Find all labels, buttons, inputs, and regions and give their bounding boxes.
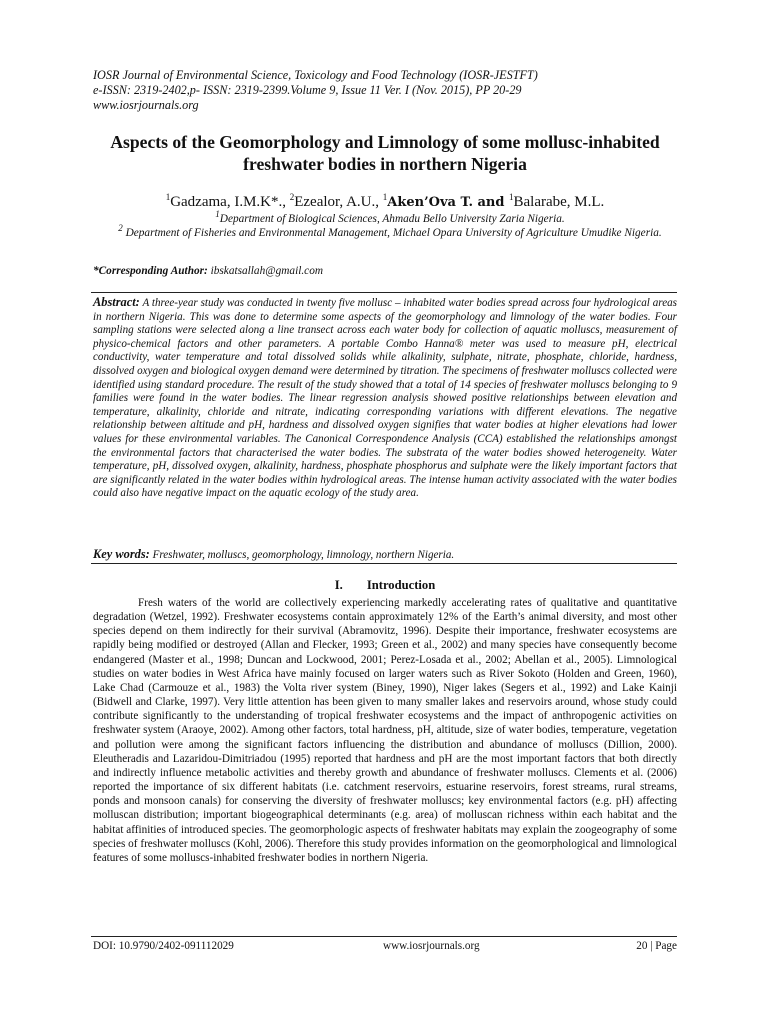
author-name: Ezealor, A.U., [294,194,383,210]
abstract-text: A three-year study was conducted in twenty five mollusc – inhabited water bodies spread across four hydrological areas in northern Nigeria. This was done to determine some aspects of the geomorphology and limnology of the water bodies. Four sampling stations were selected along a line transect across each water body for collection of aquatic molluscs, measurement of physico-chemical factors and other parameters. A portable Combo Hanna® meter was used to measure pH, electrical conductivity, water temperature and total dissolved solids while alkalinity, sulphate, nitrate, phosphate, chloride, hardness, dissolved oxygen and biological oxygen demand were determined by titration. The specimens of freshwater molluscs collected were identified using standard procedure. The result of the study showed that a total of 14 species of freshwater molluscs belonging to 9 families were found in the water bodies. The linear regression analysis showed positive relationships between elevation and temperature, alkalinity, chloride and nitrate, indicating corresponding variations with different elevations. The negative relationship between altitude and pH, hardness and dissolved oxygen signifies that water bodies at higher elevations had lower values for these environmental variables. The Canonical Correspondence Analysis (CCA) established the relationships amongst the environmental factors that characterised the water bodies. The substrata of the water bodies showed heterogeneity. Water temperature, pH, dissolved oxygen, alkalinity, hardness, phosphate phosphorus and sulphate were the likely important factors that are significantly related in the water bodies within hydrological areas. The intense human activity associated with the water bodies could also have negative impact on the aquatic ecology of the study area. [93,297,677,500]
author-affil-mark: 1 [165,192,171,202]
corresponding-email: ibskatsallah@gmail.com [207,265,323,277]
abstract [93,296,677,501]
author-name: Gadzama, I.M.K*., [170,194,290,210]
keywords-label: Key words: [93,547,150,561]
footer-website: www.iosrjournals.org [383,940,480,952]
author-affil-mark: 1 [382,192,388,202]
section-heading [90,578,680,593]
affiliation-mark: 2 [118,223,123,233]
keywords [93,547,677,562]
author-name: Aken’Ova T. and [387,195,509,210]
affiliation-mark: 1 [215,209,220,219]
affiliation-2 [110,222,670,240]
paper-title: Aspects of the Geomorphology and Limnology of some mollusc-inhabited freshwater bodies in northern Nigeria [110,132,660,174]
journal-issn: e-ISSN: 2319-2402,p- ISSN: 2319-2399.Volume 9, Issue 11 Ver. I (Nov. 2015), PP 20-29 [93,83,522,97]
footer-rule [91,936,677,937]
abstract-label: Abstract: [93,295,140,309]
introduction-paragraph: Fresh waters of the world are collectively experiencing markedly accelerating rates of qualitative and quantitative degradation (Wetzel, 1992). Freshwater ecosystems contain approximately 12% of the Earth’s animal diversity, and most other species depend on them indirectly for their survival (Abramovitz, 1996). Despite their importance, freshwater ecosystems are rapidly being modified or destroyed (Allan and Flecker, 1993; Green et al., 2002) and many species have consequently become endangered (Master et al., 1998; Duncan and Lockwood, 2001; Perez-Losada et al., 2002; Abellan et al., 2005). Limnological studies on water bodies in West Africa have mainly focused on larger waters such as River Sokoto (Holden and Green, 1960), Lake Chad (Carmouze et al., 1983) the Volta river system (Biney, 1990), Niger lakes (Segers et al., 1992) and Lake Kainji (Bidwell and Clarke, 1997). Very little attention has been given to many smaller lakes and reservoirs around, whose study could contribute significantly to the understanding of tropical freshwater ecosystems and the impact of anthropogenic activities on freshwater system (Araoye, 2002). Among other factors, total hardness, pH, altitude, size of water bodies, temperature, vegetation and pollution were among the significant factors influencing the distribution and abundance of molluscs (Dillion, 2000). Eleutheradis and Lazaridou-Dimitriadou (1995) reported that hardness and pH are the most important factors that both directly and indirectly influence metabolic activities and thereby growth and abundance of freshwater molluscs. Clements et al. (2006) reported the importance of six different habitats (i.e. catchment reservoirs, estuarine reservoirs, forest streams, rural streams, ponds and monsoon canals) for conserving the diversity of freshwater molluscs; key environmental factors (e.g. pH) affecting molluscan distribution; important biogeographical determinants (e.g. area) of molluscan richness within each habitat and the habitat affinities of introduced species. The geomorphologic aspects of freshwater habitats may explain the zoogeography of some species of freshwater molluscs (Kohl, 2006). Therefore this study provides information on the geomorphological and limnological features of some molluscs-inhabited freshwater bodies in northern Nigeria. [93,597,677,864]
affiliation-text: Department of Biological Sciences, Ahmadu Bello University Zaria Nigeria. [219,212,565,225]
section-title: Introduction [366,578,436,592]
corresponding-author [93,265,323,277]
footer-page-number: 20 | Page [636,940,677,952]
page-footer [93,940,677,952]
author-name: Balarabe, M.L. [513,194,605,210]
journal-header [93,68,693,113]
keywords-text: Freshwater, molluscs, geomorphology, limnology, northern Nigeria. [149,549,455,561]
corresponding-label: *Corresponding Author: [93,265,208,277]
journal-name: IOSR Journal of Environmental Science, Toxicology and Food Technology (IOSR-JESTFT) [93,68,538,82]
footer-doi: DOI: 10.9790/2402-091112029 [93,940,234,952]
section-number: I. [334,578,343,592]
journal-website: www.iosrjournals.org [93,98,199,112]
affiliation-text: Department of Fisheries and Environmental Management, Michael Opara University of Agriculture Umudike Nigeria. [122,226,662,239]
author-affil-mark: 2 [289,192,295,202]
author-affil-mark: 1 [509,192,514,202]
